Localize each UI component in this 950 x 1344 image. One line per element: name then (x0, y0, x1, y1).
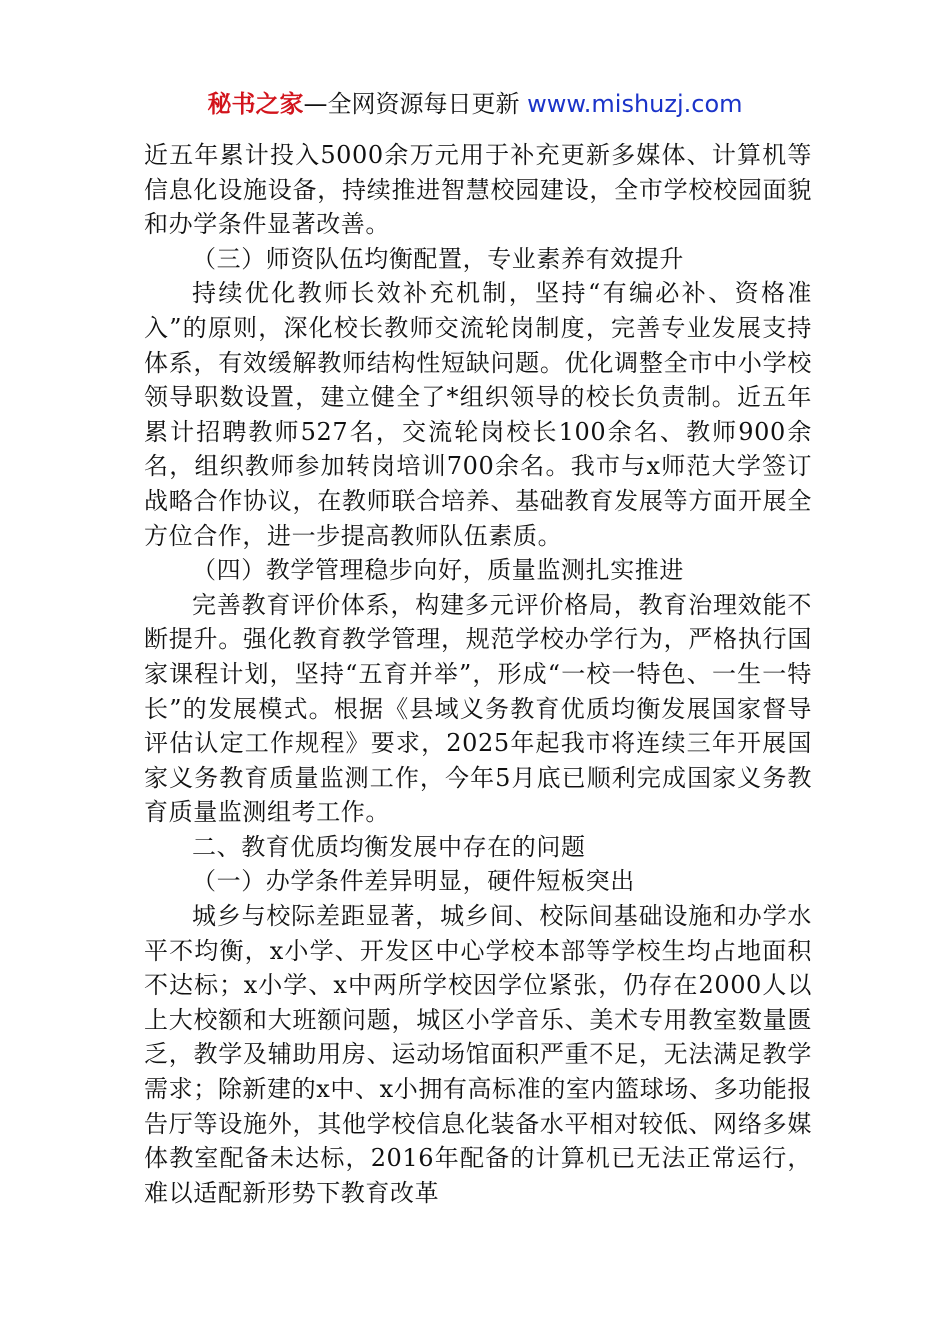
site-header (0, 86, 950, 122)
site-brand: 秘书之家 (207, 90, 304, 118)
paragraph-continued: 近五年累计投入5000余万元用于补充更新多媒体、计算机等信息化设施设备，持续推进智慧校园建设，全市学校校园面貌和办学条件显著改善。 (144, 141, 812, 239)
section-heading-3: （三）师资队伍均衡配置，专业素养有效提升 (192, 244, 684, 273)
site-tagline: —全网资源每日更新 (303, 90, 528, 118)
section-heading-1: （一）办学条件差异明显，硬件短板突出 (192, 867, 635, 896)
paragraph: 城乡与校际差距显著，城乡间、校际间基础设施和办学水平不均衡，x小学、开发区中心学校本部等学校生均占地面积不达标；x小学、x中两所学校因学位紧张，仍存在2000人以上大校额和大班额问题，城区小学音乐、美术专用教室数量匮乏，教学及辅助用房、运动场馆面积严重不足，无法满足教学需求；除新建的x中、x小拥有高标准的室内篮球场、多功能报告厅等设施外，其他学校信息化装备水平相对较低、网络多媒体教室配备未达标，2016年配备的计算机已无法正常运行，难以适配新形势下教育改革 (144, 902, 812, 1207)
document-body (144, 138, 812, 1210)
chapter-heading-2: 二、教育优质均衡发展中存在的问题 (192, 832, 586, 861)
section-heading-4: （四）教学管理稳步向好，质量监测扎实推进 (192, 556, 684, 585)
paragraph: 持续优化教师长效补充机制，坚持“有编必补、资格准入”的原则，深化校长教师交流轮岗制度，完善专业发展支持体系，有效缓解教师结构性短缺问题。优化调整全市中小学校领导职数设置，建立健全了*组织领导的校长负责制。近五年累计招聘教师527名，交流轮岗校长100余名、教师900余名，组织教师参加转岗培训700余名。我市与x师范大学签订战略合作协议，在教师联合培养、基础教育发展等方面开展全方位合作，进一步提高教师队伍素质。 (144, 279, 812, 550)
site-url-link[interactable]: www.mishuzj.com (527, 90, 743, 118)
paragraph: 完善教育评价体系，构建多元评价格局，教育治理效能不断提升。强化教育教学管理，规范学校办学行为，严格执行国家课程计划，坚持“五育并举”，形成“一校一特色、一生一特长”的发展模式。根据《县域义务教育优质均衡发展国家督导评估认定工作规程》要求，2025年起我市将连续三年开展国家义务教育质量监测工作，今年5月底已顺利完成国家义务教育质量监测组考工作。 (144, 590, 812, 827)
